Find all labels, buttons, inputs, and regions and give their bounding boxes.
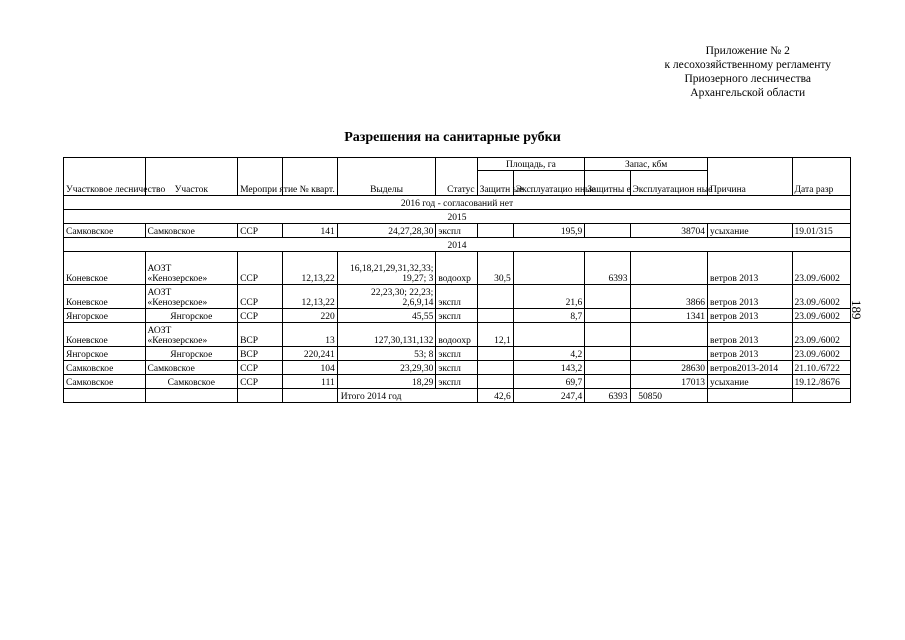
cell-area-protective (477, 285, 513, 309)
cell-stock-operational: 3866 (630, 285, 707, 309)
cell-area-operational: 69,7 (513, 375, 584, 389)
cell-area-operational: 4,2 (513, 347, 584, 361)
cell-reason: усыхание (708, 375, 793, 389)
cell-area-operational: 195,9 (513, 224, 584, 238)
cell-event: ВСР (238, 323, 283, 347)
section-label: 2016 год - согласований нет (64, 196, 851, 210)
cell-event: ССР (238, 252, 283, 285)
cell-area-operational: 143,2 (513, 361, 584, 375)
cell-stock-operational (630, 252, 707, 285)
cell-stock-operational: 38704 (630, 224, 707, 238)
cell-stock-operational (630, 323, 707, 347)
cell-area-operational: 21,6 (513, 285, 584, 309)
cell-area-protective (477, 347, 513, 361)
cell-stock-protective (585, 347, 630, 361)
cell-allotments (337, 285, 436, 309)
cell-date: 23.09./6002 (792, 309, 850, 323)
cell-quarter: 12,13,22 (283, 252, 337, 285)
cell-reason: ветров 2013 (708, 252, 793, 285)
cell-area-protective (477, 375, 513, 389)
cell-quarter: 220 (283, 309, 337, 323)
cell-empty (708, 389, 793, 403)
cell-quarter: 111 (283, 375, 337, 389)
total-label: Итого 2014 год (337, 389, 477, 403)
cell-status: экспл (436, 375, 477, 389)
cell-reason: ветров 2013 (708, 309, 793, 323)
header-event: Меропри ятие (238, 158, 283, 196)
section-label: 2014 (64, 238, 851, 252)
cell-reason: ветров2013-2014 (708, 361, 793, 375)
cell-quarter: 104 (283, 361, 337, 375)
cell-allotments: 53; 8 (337, 347, 436, 361)
section-row-2016 (64, 196, 851, 210)
header-area-operational: Эксплуатацио нные (513, 171, 584, 196)
cell-plot: Янгорское (145, 347, 238, 361)
table-row (64, 323, 851, 347)
cell-area-protective (477, 309, 513, 323)
cell-plot (145, 285, 238, 309)
cell-forestry: Самковское (64, 375, 146, 389)
section-label: 2015 (64, 210, 851, 224)
appendix-line: Приозерного лесничества (684, 73, 811, 85)
total-area-operational: 247,4 (513, 389, 584, 403)
header-plot: Участок (145, 158, 238, 196)
page-number: 189 (849, 300, 864, 320)
header-forestry: Участковое лесничество (64, 158, 146, 196)
cell-plot-line: АОЗТ (147, 288, 172, 298)
appendix-line: к лесохозяйственному регламенту (664, 59, 831, 71)
cell-event: ССР (238, 285, 283, 309)
cell-plot: Янгорское (145, 309, 238, 323)
cell-plot: Самковское (145, 224, 238, 238)
table-row (64, 285, 851, 309)
cell-event: ССР (238, 309, 283, 323)
cell-event: ССР (238, 361, 283, 375)
sanitary-felling-table (63, 157, 851, 403)
cell-plot-line: АОЗТ (147, 264, 172, 274)
cell-quarter: 141 (283, 224, 337, 238)
cell-area-operational (513, 323, 584, 347)
appendix-line: Архангельской области (690, 87, 806, 99)
cell-quarter: 220,241 (283, 347, 337, 361)
table-row (64, 252, 851, 285)
cell-allotments: 45,55 (337, 309, 436, 323)
cell-date: 21.10./6722 (792, 361, 850, 375)
cell-plot (145, 252, 238, 285)
cell-event: ВСР (238, 347, 283, 361)
cell-stock-operational: 1341 (630, 309, 707, 323)
cell-plot-line: «Кенозерское» (147, 274, 208, 284)
cell-status: экспл (436, 361, 477, 375)
section-row-2015 (64, 210, 851, 224)
cell-allotments: 127,30,131,132 (337, 323, 436, 347)
cell-area-protective: 30,5 (477, 252, 513, 285)
cell-forestry: Коневское (64, 252, 146, 285)
cell-stock-operational: 17013 (630, 375, 707, 389)
table-row (64, 347, 851, 361)
cell-stock-protective (585, 285, 630, 309)
appendix-line: Приложение № 2 (705, 45, 790, 57)
table-row (64, 361, 851, 375)
cell-status: экспл (436, 309, 477, 323)
cell-plot (145, 323, 238, 347)
table-row (64, 375, 851, 389)
header-quarter: № кварт. (283, 158, 337, 196)
cell-allotments (337, 252, 436, 285)
cell-forestry: Янгорское (64, 347, 146, 361)
cell-allotments-line: 16,18,21,29,31,32,33; (349, 264, 434, 274)
cell-plot-line: «Кенозерское» (147, 298, 208, 308)
cell-empty (64, 389, 146, 403)
cell-quarter: 12,13,22 (283, 285, 337, 309)
cell-stock-protective (585, 361, 630, 375)
cell-date: 23.09./6002 (792, 323, 850, 347)
cell-reason: ветров 2013 (708, 323, 793, 347)
cell-status: экспл (436, 285, 477, 309)
cell-area-protective (477, 224, 513, 238)
header-area-protective: Защитн ые (477, 171, 513, 196)
cell-forestry: Коневское (64, 323, 146, 347)
cell-reason: ветров 2013 (708, 347, 793, 361)
cell-stock-operational: 28630 (630, 361, 707, 375)
cell-allotments-line: 22,23,30; 22,23; (371, 288, 434, 298)
cell-reason: ветров 2013 (708, 285, 793, 309)
cell-area-protective (477, 361, 513, 375)
cell-forestry: Янгорское (64, 309, 146, 323)
header-stock-group: Запас, кбм (585, 158, 708, 171)
header-allotments: Выделы (337, 158, 436, 196)
header-date: Дата разр (792, 158, 850, 196)
cell-allotments: 23,29,30 (337, 361, 436, 375)
table-row (64, 309, 851, 323)
cell-quarter: 13 (283, 323, 337, 347)
cell-allotments-line: 19,27; 3 (402, 274, 434, 284)
total-stock-operational: 50850 (630, 389, 707, 403)
document-title: Разрешения на санитарные рубки (344, 130, 561, 145)
cell-status: экспл (436, 347, 477, 361)
cell-plot-line: «Кенозерское» (147, 336, 208, 346)
cell-empty (792, 389, 850, 403)
total-area-protective: 42,6 (477, 389, 513, 403)
cell-date: 19.01/315 (792, 224, 850, 238)
cell-date: 19.12./8676 (792, 375, 850, 389)
cell-stock-protective (585, 323, 630, 347)
cell-status: экспл (436, 224, 477, 238)
cell-forestry: Самковское (64, 361, 146, 375)
cell-date: 23.09./6002 (792, 252, 850, 285)
cell-event: ССР (238, 224, 283, 238)
cell-plot-line: АОЗТ (147, 326, 172, 336)
cell-forestry: Самковское (64, 224, 146, 238)
cell-stock-protective (585, 224, 630, 238)
header-stock-protective: Защитны е (585, 171, 630, 196)
cell-date: 23.09./6002 (792, 285, 850, 309)
header-stock-operational: Эксплуатацион ные (630, 171, 707, 196)
header-status: Статус (436, 158, 477, 196)
cell-empty (145, 389, 238, 403)
table-header-row (64, 158, 851, 171)
cell-empty (283, 389, 337, 403)
cell-allotments: 24,27,28,30 (337, 224, 436, 238)
header-area-group: Площадь, га (477, 158, 585, 171)
cell-stock-operational (630, 347, 707, 361)
cell-allotments: 18,29 (337, 375, 436, 389)
total-row (64, 389, 851, 403)
total-stock-protective: 6393 (585, 389, 630, 403)
cell-event: ССР (238, 375, 283, 389)
cell-stock-protective: 6393 (585, 252, 630, 285)
cell-stock-protective (585, 375, 630, 389)
cell-status: водоохр (436, 323, 477, 347)
cell-stock-protective (585, 309, 630, 323)
header-reason: Причина (708, 158, 793, 196)
cell-area-operational (513, 252, 584, 285)
cell-area-operational: 8,7 (513, 309, 584, 323)
cell-reason: усыхание (708, 224, 793, 238)
cell-plot: Самковское (145, 375, 238, 389)
section-row-2014 (64, 238, 851, 252)
cell-area-protective: 12,1 (477, 323, 513, 347)
cell-status: водоохр (436, 252, 477, 285)
cell-forestry: Коневское (64, 285, 146, 309)
appendix-note (664, 44, 831, 100)
cell-empty (238, 389, 283, 403)
cell-plot: Самковское (145, 361, 238, 375)
cell-date: 23.09./6002 (792, 347, 850, 361)
cell-allotments-line: 2,6,9,14 (402, 298, 434, 308)
table-row (64, 224, 851, 238)
